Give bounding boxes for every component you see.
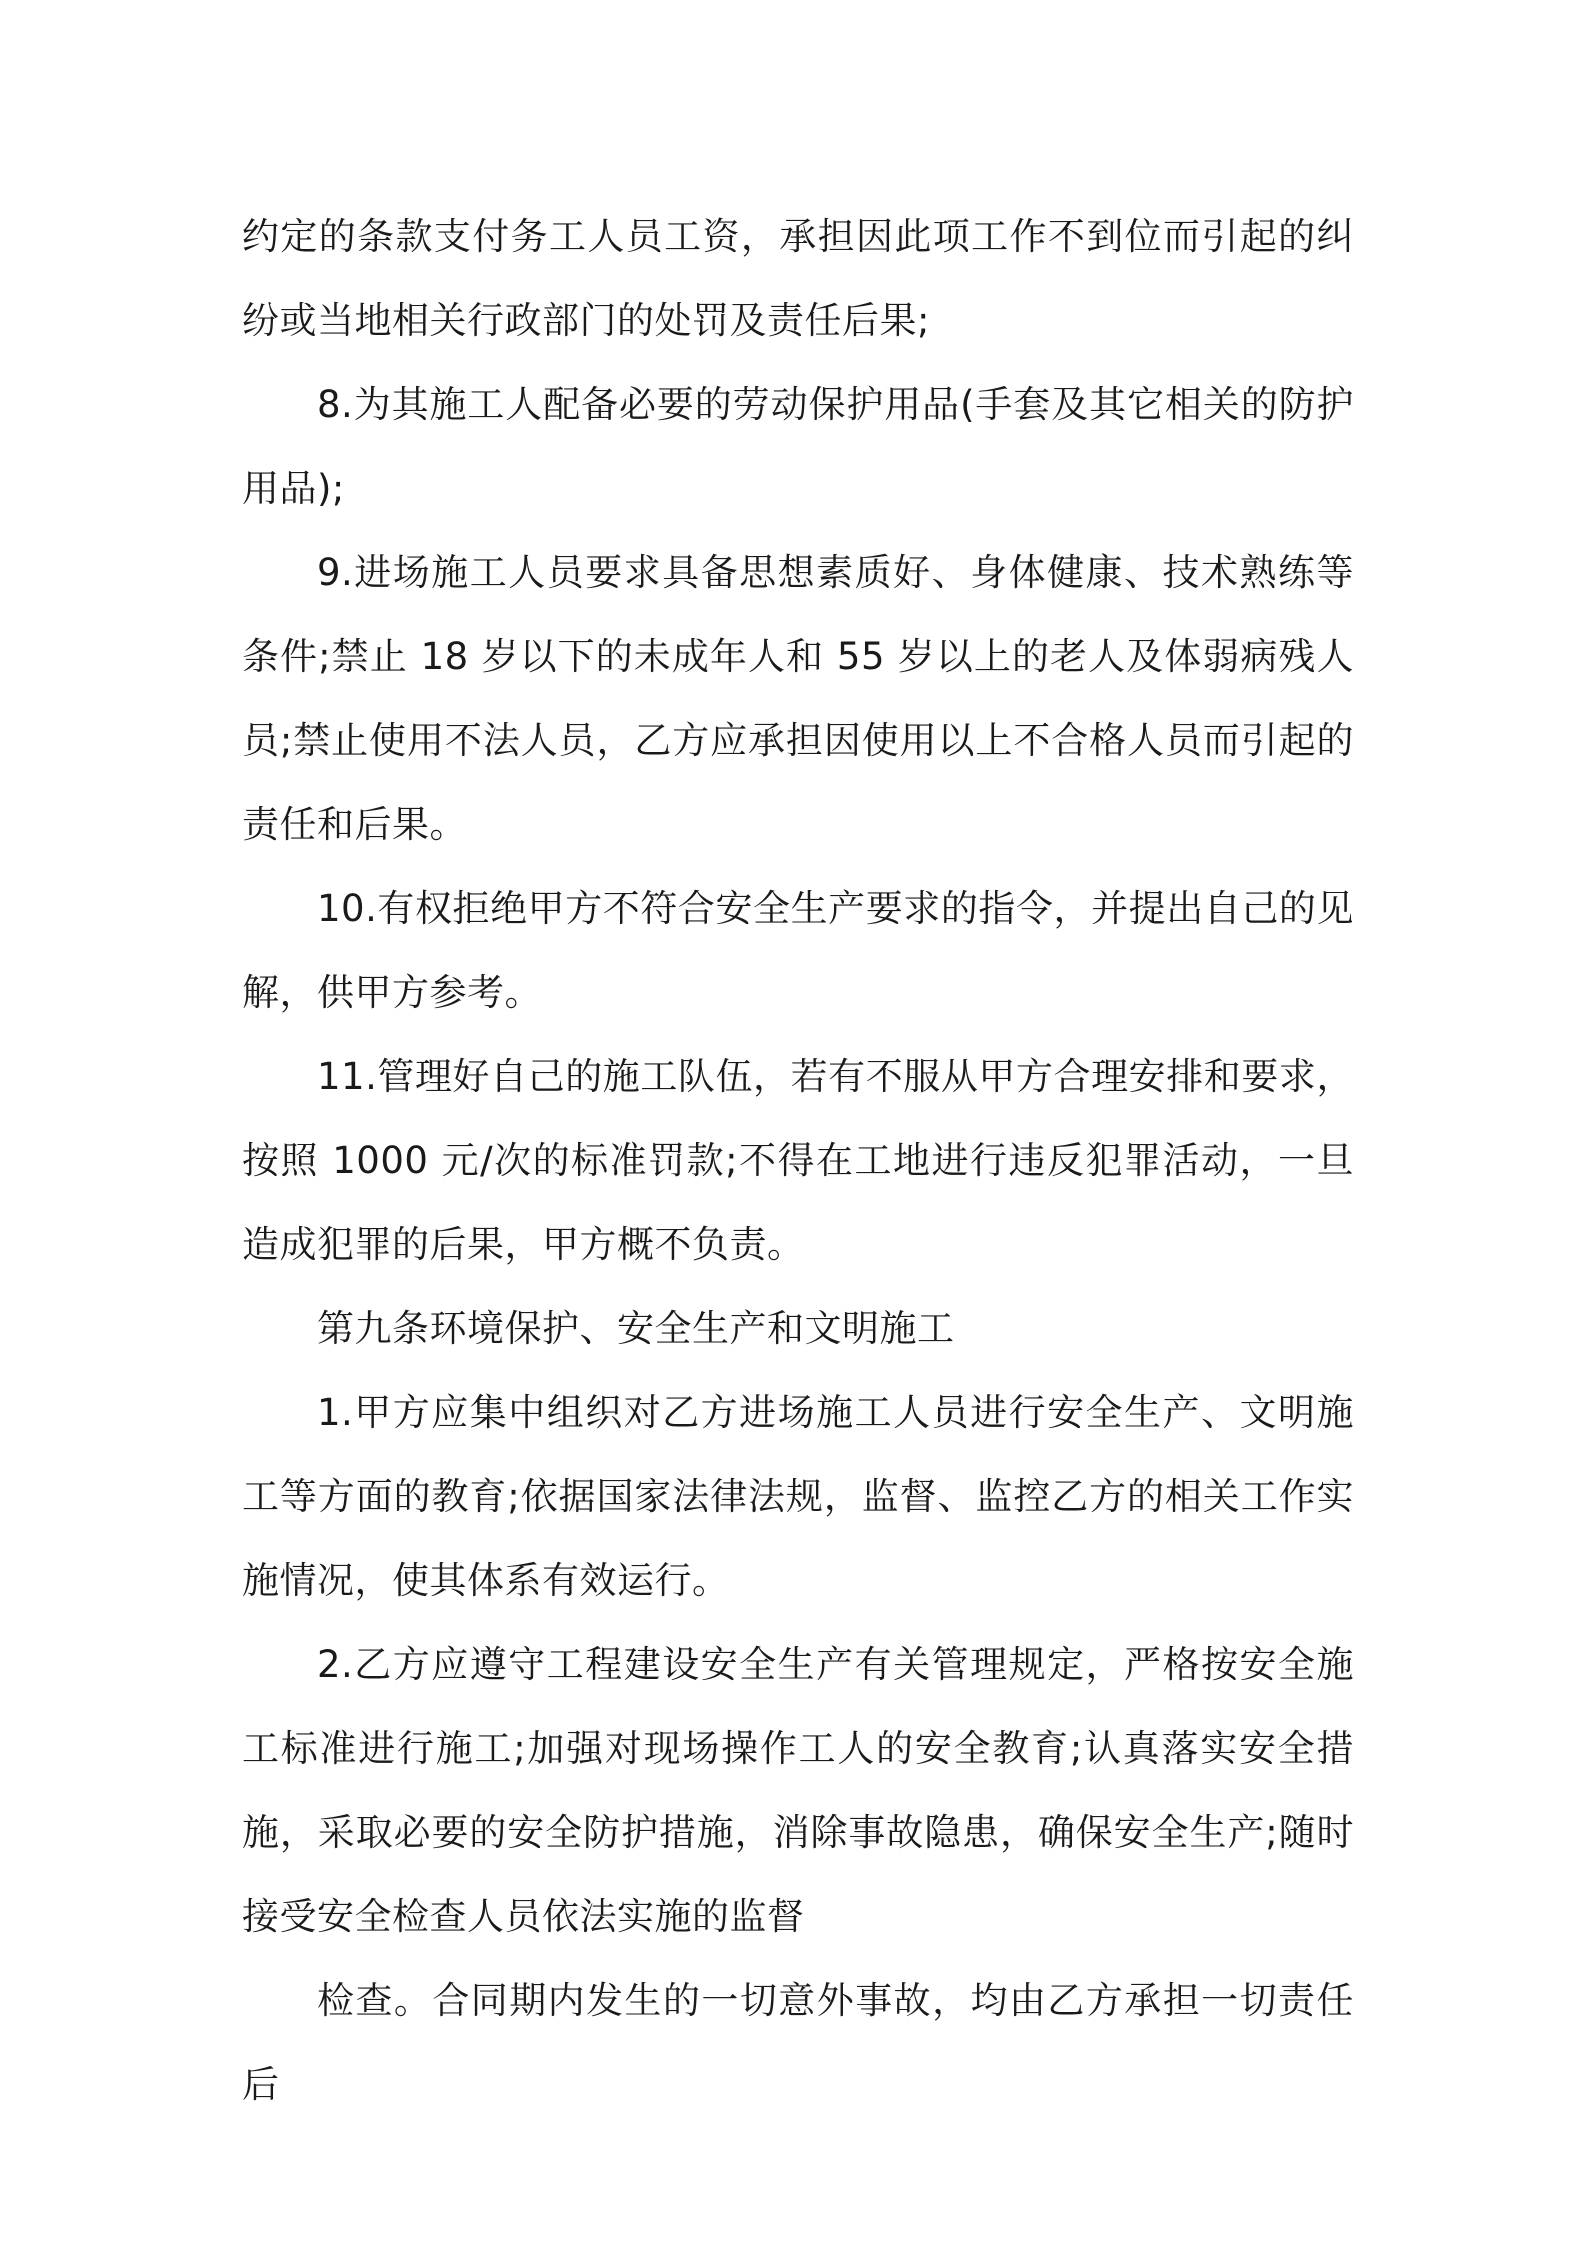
paragraph-item-9: 9.进场施工人员要求具备思想素质好、身体健康、技术熟练等条件;禁止 18 岁以下的未成年人和 55 岁以上的老人及体弱病残人员;禁止使用不法人员，乙方应承担因使用以上不合格人员而引起的责任和后果。 [242,551,1354,846]
paragraph-continuation: 约定的条款支付务工人员工资，承担因此项工作不到位而引起的纠纷或当地相关行政部门的处罚及责任后果; [242,215,1354,342]
paragraph-inspection: 检查。合同期内发生的一切意外事故，均由乙方承担一切责任后 [242,1979,1354,2106]
paragraph-item-10: 10.有权拒绝甲方不符合安全生产要求的指令，并提出自己的见解，供甲方参考。 [242,887,1354,1014]
paragraph-item-11: 11.管理好自己的施工队伍，若有不服从甲方合理安排和要求，按照 1000 元/次的标准罚款;不得在工地进行违反犯罪活动，一旦造成犯罪的后果，甲方概不负责。 [242,1055,1354,1266]
paragraph-article-9-item-2: 2.乙方应遵守工程建设安全生产有关管理规定，严格按安全施工标准进行施工;加强对现场操作工人的安全教育;认真落实安全措施，采取必要的安全防护措施，消除事故隐患，确保安全生产;随时接受安全检查人员依法实施的监督 [242,1643,1354,1938]
section-heading-article-9: 第九条环境保护、安全生产和文明施工 [317,1307,955,1350]
paragraph-item-8: 8.为其施工人配备必要的劳动保护用品(手套及其它相关的防护用品); [242,383,1354,510]
paragraph-article-9-item-1: 1.甲方应集中组织对乙方进场施工人员进行安全生产、文明施工等方面的教育;依据国家法律法规，监督、监控乙方的相关工作实施情况，使其体系有效运行。 [242,1391,1354,1602]
document-body [242,195,1354,2127]
